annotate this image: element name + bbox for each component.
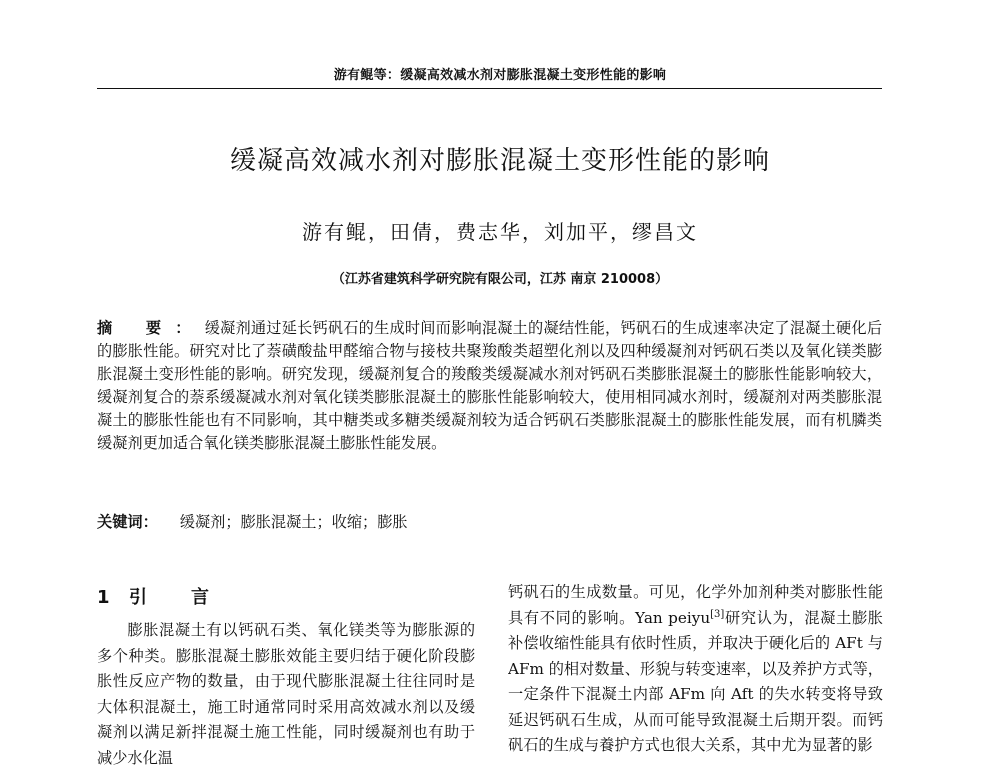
header-rule — [97, 88, 882, 89]
body-right-column — [508, 580, 883, 760]
keywords — [97, 511, 882, 533]
body-left-column: 膨胀混凝土有以钙矾石类、氧化镁类等为膨胀源的多个种类。膨胀混凝土膨胀效能主要归结于硬化阶段膨胀性反应产物的数量，由于现代膨胀混凝土往往同时是大体积混凝土，施工时通常同时采用高效减水剂以及缓凝剂以满足新拌混凝土施工性能，同时缓凝剂也有助于减少水化温 — [97, 621, 475, 767]
right-column-text-a: 钙矾石的生成数量。可见，化学外加剂种类对膨胀性能具有不同的影响。Yan peiyu — [508, 583, 883, 627]
abstract-label: 摘 要： — [97, 319, 205, 337]
keywords-text: 缓凝剂；膨胀混凝土；收缩；膨胀 — [179, 513, 408, 531]
paper-title: 缓凝高效减水剂对膨胀混凝土变形性能的影响 — [229, 146, 770, 176]
affiliation: （江苏省建筑科学研究院有限公司，江苏 南京 210008） — [331, 272, 669, 287]
abstract — [97, 317, 882, 456]
section-title: 引言 — [129, 587, 253, 608]
citation-ref[interactable]: [3] — [710, 608, 725, 620]
section-heading — [97, 583, 477, 609]
right-column-text-b: 研究认为，混凝土膨胀补偿收缩性能具有依时性质，并取决于硬化后的 AFt 与 AFm 的相对数量、形貌与转变速率，以及养护方式等，一定条件下混凝土内部 AFm 向 Aft 的失水转变将导致延迟钙矾石生成，从而可能导致混凝土后期开裂。而钙矾石的生成与養护方式也很大关系，其中尤为显著的影 — [508, 608, 883, 754]
keywords-label: 关键词： — [97, 513, 158, 531]
running-header: 游有鲲等：缓凝高效减水剂对膨胀混凝土变形性能的影响 — [333, 68, 667, 83]
authors: 游有鲲，田倩，费志华，刘加平，缪昌文 — [302, 220, 698, 244]
section-number: 1 — [97, 587, 110, 608]
abstract-text: 缓凝剂通过延长钙矾石的生成时间而影响混凝土的凝结性能，钙矾石的生成速率决定了混凝土硬化后的膨胀性能。研究对比了萘磺酸盐甲醛缩合物与接枝共聚羧酸类超塑化剂以及四种缓凝剂对钙矾石类以及氧化镁类膨胀混凝土变形性能的影响。研究发现，缓凝剂复合的羧酸类缓凝减水剂对钙矾石类膨胀混凝土的膨胀性能影响较大，缓凝剂复合的萘系缓凝减水剂对氧化镁类膨胀混凝土的膨胀性能影响较大，使用相同减水剂时，缓凝剂对两类膨胀混凝土的膨胀性能也有不同影响，其中糖类或多糖类缓凝剂较为适合钙矾石类膨胀混凝土的膨胀性能发展，而有机膦类缓凝剂更加适合氧化镁类膨胀混凝土膨胀性能发展。 — [97, 319, 883, 453]
